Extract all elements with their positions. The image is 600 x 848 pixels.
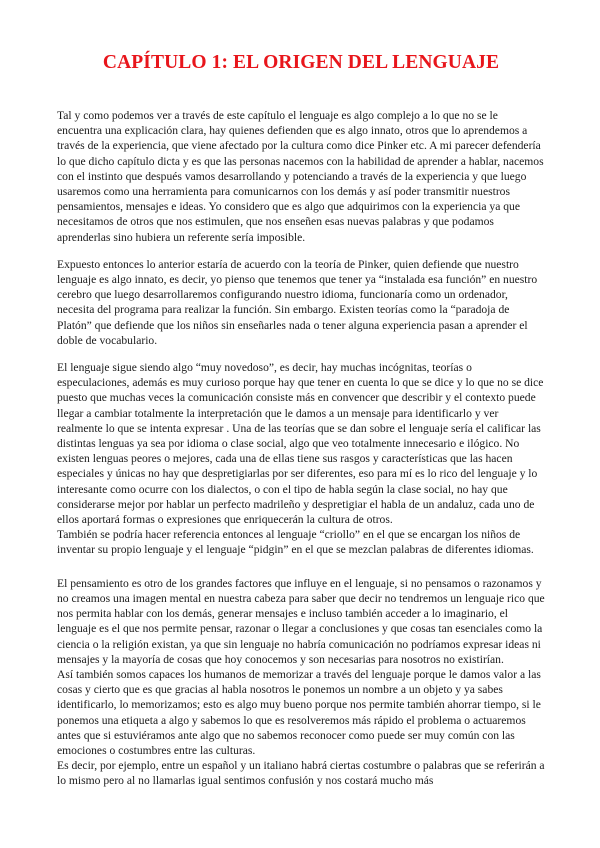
paragraph-4: También se podría hacer referencia entonces al lenguaje “criollo” en el que se encargan los niños de inventar su propio lenguaje y el lenguaje “pidgin” en el que se mezclan palabras de diferentes idiomas. — [57, 528, 534, 557]
paragraph-3: El lenguaje sigue siendo algo “muy novedoso”, es decir, hay muchas incógnitas, teorías o especulaciones, además es muy curioso porque hay que tener en cuenta lo que se dice y lo que no se dice puesto que muchas veces la comunicación consiste más en convencer que describir y el contexto puede llegar a cambiar totalmente la interpretación que le damos a un mensaje para identificarlo y ver realmente lo que se intenta expresar . Una de las teorías que se dan sobre el lenguaje sería el calificar las distintas lenguas ya sea por idioma o clase social, algo que veo totalmente innecesario e ilógico. No existen lenguas peores o mejores, cada una de ellas tiene sus rasgos y características que las hacen especiales y únicas no hay que despretigiarlas por ser diferentes, eso para mí es lo rico del lenguaje y lo interesante como ocurre con los dialectos, o con el tipo de habla según la clase social, no hay que considerarse mejor por hablar un perfecto madrileño y despretigiar el habla de un andaluz, cada uno de ellos aportará formas o expresiones que enriquecerán la cultura de otros. — [57, 361, 544, 527]
paragraph-6: Así también somos capaces los humanos de memorizar a través del lenguaje porque le damos valor a las cosas y cierto que es que gracias al habla nosotros le ponemos un nombre a un objeto y ya sabes identificarlo, lo memorizamos; esto es algo muy bueno porque nos permite también ahorrar tiempo, si le ponemos una etiqueta a algo y sabemos lo que es resolveremos más rápido el problema o actuaremos antes que si estuviéramos ante algo que no sabemos reconocer como puede ser muy común con las emociones o costumbres entre las culturas. — [57, 667, 541, 757]
paragraph-5: El pensamiento es otro de los grandes factores que influye en el lenguaje, si no pensamos o razonamos y no creamos una imagen mental en nuestra cabeza para saber que decir no tendremos un lenguaje rico que nos permita hablar con los demás, generar mensajes e incluso también acceder a lo imaginario, el lenguaje es el que nos permite pensar, razonar o llegar a conclusiones y que cosas tan esenciales como la ciencia o la religión existan, ya que sin lenguaje no habría comunicación no podríamos expresar ideas ni mensajes y la mayoría de cosas que hoy conocemos y son necesarias para nosotros no existirían. — [57, 576, 545, 666]
chapter-title: CAPÍTULO 1: EL ORIGEN DEL LENGUAJE — [102, 52, 500, 73]
paragraph-7: Es decir, por ejemplo, entre un español y un italiano habrá ciertas costumbre o palabras que se referirán a lo mismo pero al no llamarlas igual sentimos confusión y nos costará mucho más — [57, 759, 545, 788]
paragraph-1: Tal y como podemos ver a través de este capítulo el lenguaje es algo complejo a lo que no se le encuentra una explicación clara, hay quienes defienden que es algo innato, otros que lo aprendemos a través de la experiencia, que viene afectado por la cultura como dice Pinker etc. A mi parecer defendería lo que dicho capítulo dicta y es que las personas nacemos con la habilidad de aprender a hablar, nacemos con el instinto que después vamos desarrollando y potenciando a través de la experiencia y que luego usaremos como una herramienta para comunicarnos con los demás y así poder transmitir nuestros pensamientos, mensajes e ideas. Yo considero que es algo que adquirimos con la experiencia ya que necesitamos de otros que nos estimulen, que nos enseñen esas nuevas palabras y que podamos aprenderlas sino hubiera un referente sería imposible. — [57, 109, 544, 244]
paragraph-2: Expuesto entonces lo anterior estaría de acuerdo con la teoría de Pinker, quien defiende que nuestro lenguaje es algo innato, es decir, yo pienso que tenemos que tener ya “instalada esa función” en nuestro cerebro que luego desarrollaremos configurando nuestro idioma, funcionaría como un ordenador, necesita del programa para realizar la función. Sin embargo. Existen teorías como la “paradoja de Platón” que defiende que los niños sin enseñarles nada o tener alguna experiencia pasan a aprender el doble de vocabulario. — [57, 257, 538, 347]
